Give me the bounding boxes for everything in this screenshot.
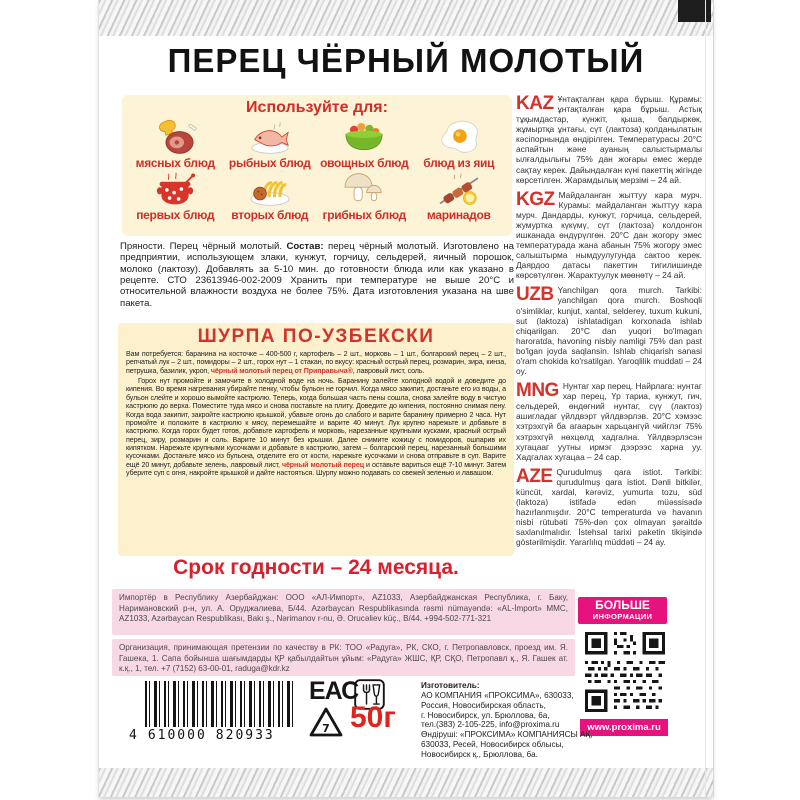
usage-panel [122,95,512,236]
brand-pepper-highlight: чёрный молотый перец от Приправыча® [210,366,353,375]
fried-egg-icon [412,118,507,156]
importer-notice: Импортёр в Республику Азербайджан: ООО «АЛ-Импорт», AZ1033, Азербайджанская Республика, г. Баку, Наримановский р-н, ул. А. Оруджалиева, Б/44. Azərbaycan Respublikasında rəsmi nümayəndə: «AL-İmport» MMC, AZ1033, Azərbaycan Respublikası, Bakı ş., Nərimanov r-nu, Ə. Orucəliev küç., B/44. +994-502-771-321 [112,589,575,635]
barcode-group1: 610000 [147,728,207,743]
bottom-stripe-band [99,768,713,797]
more-info-line1: БОЛЬШЕ [595,598,650,612]
pasta-icon [223,170,318,208]
manufacturer-line: Өндіруші: «ПРОКСИМА» КОМПАНИЯСЫ АҚ, [421,730,593,740]
more-info-line2: ИНФОРМАЦИИ [592,612,653,621]
recipe-panel [118,323,514,556]
lang-block-kgz [516,190,702,281]
usage-item-vegetables [317,118,412,170]
usage-label: вторых блюд [231,208,309,222]
meat-icon [128,118,223,156]
salad-icon [317,118,412,156]
usage-item-mushrooms [317,170,412,222]
shelf-life-text: Срок годности – 24 месяца. [173,556,459,579]
recycling-code: 7 [322,722,330,735]
usage-label: первых блюд [136,208,215,222]
claims-notice: Организация, принимающая претензии по качеству в РК: ТОО «Радуга», РК, СКО, г. Петропавловск, проезд им. Я. Гашека, 1. Сапа бойынша шағымдарды ҚР қабылдайтын ұйым: «Радуга» ЖШС, ҚР, СҚО, Петропавл қ., Я. Гашек ат. к.қ., 1, тел. +7 (7152) 63-00-01, raduga@kdr.kz [112,639,575,676]
usage-label: маринадов [426,208,491,222]
product-title: ПЕРЕЦ ЧЁРНЫЙ МОЛОТЫЙ [167,42,645,79]
lang-code: AZE [516,466,553,487]
barcode-group2: 820933 [215,728,275,743]
barcode [129,681,309,743]
recipe-method-text: Горох нут промойте и замочите в холодной воде на ночь. Баранину залейте холодной водой и доведите до кипения. Во время нагревания убирайте пенку, чтобы бульон не горчил. Когда мясо закипит, достаньте его из воды, а бульон слейте и хорошо вымойте кастрюлю. Теперь, когда большая часть пены сошла, снова залейте воду в чистую кастрюлю до верха. Поместите туда мясо и снова поставьте на плиту. Доведите до кипения, постоянно снимая пену. Когда вода закипит, закройте кастрюлю крышкой, убавьте огонь до слабого и варите баранину примерно 2 часа. Нут промойте и положите в кастрюлю к мясу, перемешайте и варите 40 минут. Лук крупно нарежьте и добавьте в кастрюлю. Когда горох будет готов, добавьте картофель и морковь, нарезанные крупными кусками, красный острый перец, зиру, розмарин и соль. Варите 10 минут без крышки. Далее снимите кожицу с помидоров, ошпарив их кипятком. Нарежьте крупными кусочками и добавьте в кастрюлю, затем – болгарский перец, нарезанный большими кусочками. Достаньте мясо из бульона, отделите его от кости, нарежьте кусочками и снова отправьте в суп. Варите ещё 20 минут, добавьте зелень, лавровый лист, [126,377,506,469]
pepper-highlight: чёрный молотый перец [281,460,364,469]
description-text [120,241,514,309]
usage-label: блюд из яиц [423,156,495,170]
usage-item-second-courses [223,170,318,222]
fish-icon [223,118,318,156]
language-column [516,94,702,596]
manufacturer-label: Изготовитель: [421,681,480,690]
recipe-ingredients [126,350,506,375]
hang-tab [678,0,711,22]
lang-code: UZB [516,285,554,306]
manufacturer-line: Россия, Новосибирская область, [421,700,546,710]
lang-block-mng [516,381,702,462]
recipe-ingredients-tail: , лавровый лист, соль. [352,366,425,375]
more-info-badge [578,597,667,624]
composition-label: Состав: [286,241,324,252]
soup-pot-icon [128,170,223,208]
description-part1: Пряности. Перец чёрный молотый. [120,241,287,252]
manufacturer-line: 630033, Ресей, Новосибирск облысы, [421,740,564,750]
spice-packet [99,0,713,797]
barcode-digits [129,728,309,743]
eac-mark: ЕАС [309,677,359,705]
usage-label: рыбных блюд [228,156,311,170]
barcode-digit-lead: 4 [129,728,139,743]
usage-label: мясных блюд [135,156,215,170]
top-stripe-band [99,0,713,36]
usage-item-eggs [412,118,507,170]
recipe-method-tail: и оставьте вариться ещё 7-10 минут. Затем уберите суп с огня, накройте крышкой и дайте настояться. Шурпу можно подавать со свежей зеленью и лавашом. [126,460,506,478]
barcode-bars [145,681,297,727]
lang-text: Нунтаг хар перец. Найрлага: нунтаг хар перец, Үр тариа, кунжут, гич, сельдерей, өндөгний нунтаг, сүү (лактоз) ашигладаг үйлдвэрт үйлдвэрлэв. 20°С хэмээс хэтрэхгүй ба агаарын харьцангүй чийглэг 75% хэтрэхгүй нөхцөлд хадгална. Үйлдвэрлэсэн хугацааг уутны ирмэг дээрээс харна уу. Хадгалах хугацаа – 24 сар. [516,381,702,462]
lang-code: KGZ [516,189,555,210]
kebab-icon [412,170,507,208]
lang-block-kaz [516,94,702,185]
manufacturer-block [421,681,599,760]
lang-text: Qurudulmuş qara istiot. Tərkibi: qurudulmuş qara istiot. Dənli bitkilər, küncüt, xardal, kərəviz, yumurta tozu, süd (laktoza) istifadə edən müəssisədə hazırlanmışdır. 20°C temperaturda və havanın nisbi rütubəti 75%-dən çox olmayan şəraitdə saxlanılmalıdır. İstehsal tarixi paketin tikişində göstərilmişdir. Yararlılıq müddəti – 24 ay. [516,466,702,548]
lang-code: KAZ [516,94,554,114]
recipe-ingredients-text: Вам потребуется: баранина на косточке – 400-500 г, картофель – 2 шт., морковь – 1 шт., болгарский перец – 2 шт., репчатый лук – 2 шт., помидоры – 2 шт., горох нут – 1 стакан, по вкусу: красный острый перец, розмарин, зира, кинза, петрушка, базилик, укроп, [126,350,506,375]
lang-text: Yanchilgan qora murch. Tarkibi: yanchilgan qora murch. Boshoqli o'simliklar, kunjut, xantal, selderey, tuxum kukuni, sut (laktoza) ishlatadigan korxonada ishlab chiqarilgan. 20°C dan yuqori bo'lmagan haroratda, havoning nisbiy namligi 75% dan past bo'lgan joyda saqlansin. Ishlab chiqarish sanasi o'ram chokida ko'rsatilgan. Yaroqlilik muddati – 24 oy. [516,285,702,377]
manufacturer-line: АО КОМПАНИЯ «ПРОКСИМА», 630033, [421,690,574,700]
website-banner: www.proxima.ru [580,719,668,736]
usage-item-meat [128,118,223,170]
net-weight: 50г [350,701,396,734]
usage-label: овощных блюд [320,156,409,170]
recipe-title: ШУРПА ПО-УЗБЕКСКИ [197,326,435,347]
mushroom-icon [317,170,412,208]
lang-block-uzb [516,285,702,376]
usage-item-first-courses [128,170,223,222]
recipe-method [126,377,506,477]
usage-label: грибных блюд [322,208,406,222]
description-part2: перец чёрный молотый. Изготовлено на предприятии, использующем злаки, кунжут, горчицу, сельдерей, яичный порошок, молоко (лактозу). Добавлять за 5-10 мин. до готовности блюда или как указано в рецепте. СТО 23613946-002-2009 Хранить при температуре не выше 20°С и относительной влажности воздуха не более 75%. Дата изготовления указана на шве пакета. [120,241,514,309]
lang-code: MNG [516,381,559,402]
lang-block-aze [516,467,702,548]
usage-header: Используйте для: [246,99,388,116]
recycling-icon [307,706,345,739]
usage-item-fish [223,118,318,170]
lang-text: Ұнтақталған қара бұрыш. Құрамы: ұнтақталған қара бұрыш. Астық тұқымдастар, күнжіт, қыша, балдыркөк, жұмыртқа ұнтағы, сүт (лактоза) қолданылатын кәсіпорнында өндірілген. Температурасы 20°С аспайтын және ауаның салыстырмалы ылғалдылығы 75% дан жоғары емес жерде сақтау керек. Дайындалған күні пакеттің жігінде көрсетілген. Жарамдылық мерзімі – 24 ай. [516,94,702,185]
usage-item-marinades [412,170,507,222]
usage-grid [128,118,506,222]
manufacturer-line: тел.(383) 2-105-225, info@proxima.ru [421,720,560,730]
manufacturer-line: Новосибирск қ., Брюллова, 6а. [421,749,538,759]
lang-text: Майдаланган жыттуу кара мурч. Курамы: майдаланган жыттуу кара мурч. Дандарды, кунжут, горчица, сельдерей, жумуртка күкүмү, сүт (лактоза) колдонгон ишканада өндүрүлгөн. 20°С дан жогору эмес температурада жана абанын 75% жогору эмес салыштырма нымдуулугунда сактоо керек. Даярдоо датасы пакеттин тигилишинде көрсөтүлгөн. Жарактуулук мөөнөтү – 24 ай. [516,189,702,281]
manufacturer-line: г. Новосибирск, ул. Брюллова, 6а, [421,710,550,720]
